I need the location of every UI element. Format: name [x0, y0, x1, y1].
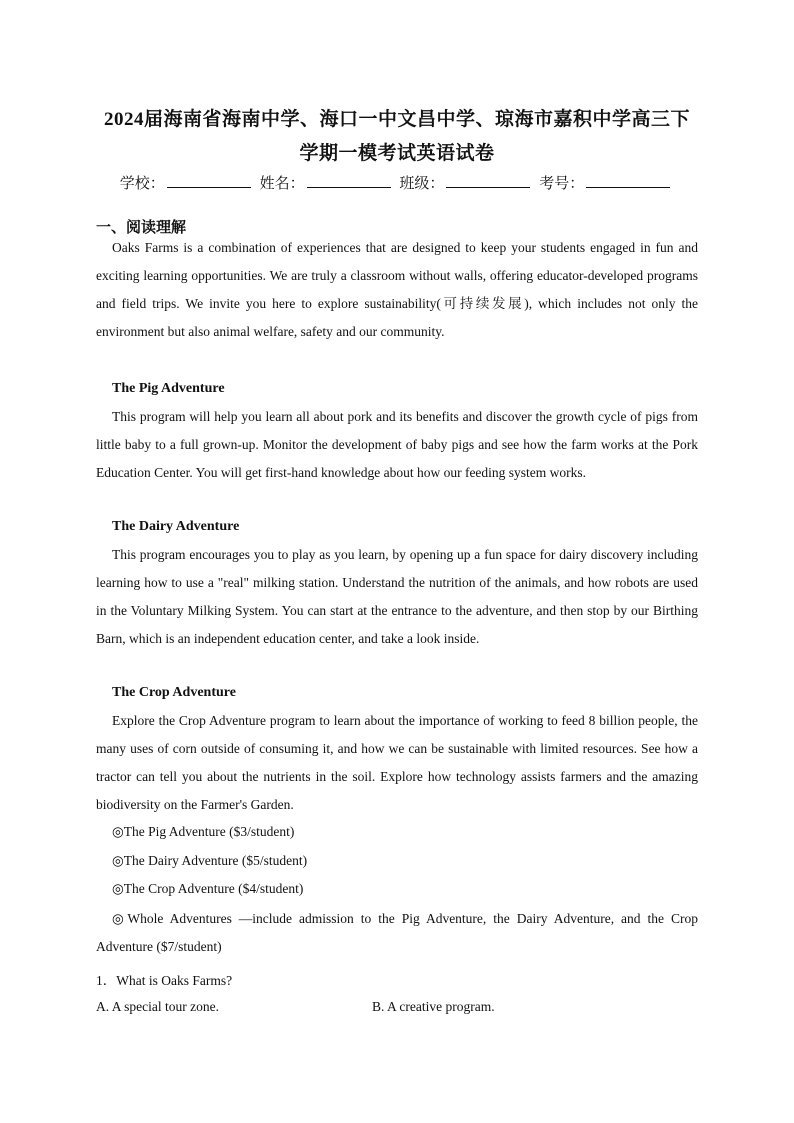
- price-whole: ◎Whole Adventures —include admission to the Pig Adventure, the Dairy Adventure, and the Crop Adventure ($7/student): [96, 911, 698, 954]
- section-title: 一、阅读理解: [96, 218, 187, 236]
- number-field[interactable]: [586, 173, 670, 188]
- crop-heading: The Crop Adventure: [112, 685, 236, 700]
- option-b[interactable]: B. A creative program.: [372, 999, 495, 1014]
- name-field[interactable]: [307, 173, 391, 188]
- number-label: 考号：: [539, 174, 585, 192]
- price-pig: ◎The Pig Adventure ($3/student): [112, 824, 295, 839]
- school-field[interactable]: [167, 173, 251, 188]
- name-label: 姓名：: [259, 174, 305, 192]
- dairy-paragraph: This program encourages you to play as you learn, by opening up a fun space for dairy discovery including learning how to use a "real" milking station. Understand the nutrition of the animals, and how robots are used in the Voluntary Milking System. You can start at the entrance to the adventure, and then stop by our Birthing Barn, which is an independent education center, and take a look inside.: [96, 547, 698, 646]
- intro-paragraph: Oaks Farms is a combination of experiences that are designed to keep your students engaged in fun and exciting learning opportunities. We are truly a classroom without walls, offering educator-developed programs and field trips. We invite you here to explore sustainability(可持续发展), which includes not only the environment but also animal welfare, safety and our community.: [96, 240, 698, 339]
- dairy-heading: The Dairy Adventure: [112, 519, 240, 534]
- page-title-line2: 学期一模考试英语试卷: [299, 143, 495, 164]
- school-label: 学校：: [119, 174, 165, 192]
- page-title-line1: 2024届海南省海南中学、海口一中文昌中学、琼海市嘉积中学高三下: [103, 109, 690, 130]
- price-dairy: ◎The Dairy Adventure ($5/student): [112, 853, 308, 868]
- class-field[interactable]: [446, 173, 530, 188]
- question-1: 1．What is Oaks Farms?: [96, 973, 233, 988]
- crop-paragraph: Explore the Crop Adventure program to learn about the importance of working to feed 8 billion people, the many uses of corn outside of consuming it, and how we can be sustainable with limited resources. See how a tractor can tell you about the nutrients in the soil. Explore how technology assists farmers and the amazing biodiversity on the Farmer's Garden.: [96, 713, 698, 812]
- pig-paragraph: This program will help you learn all about pork and its benefits and discover the growth cycle of pigs from little baby to a full grown-up. Monitor the development of baby pigs and see how the farm works at the Pork Education Center. You will get first-hand knowledge about how our feeding system works.: [96, 409, 698, 480]
- pig-heading: The Pig Adventure: [112, 381, 225, 396]
- student-info-row: [0, 172, 794, 193]
- class-label: 班级：: [399, 174, 445, 192]
- price-crop: ◎The Crop Adventure ($4/student): [112, 881, 304, 896]
- option-a[interactable]: A. A special tour zone.: [96, 999, 219, 1014]
